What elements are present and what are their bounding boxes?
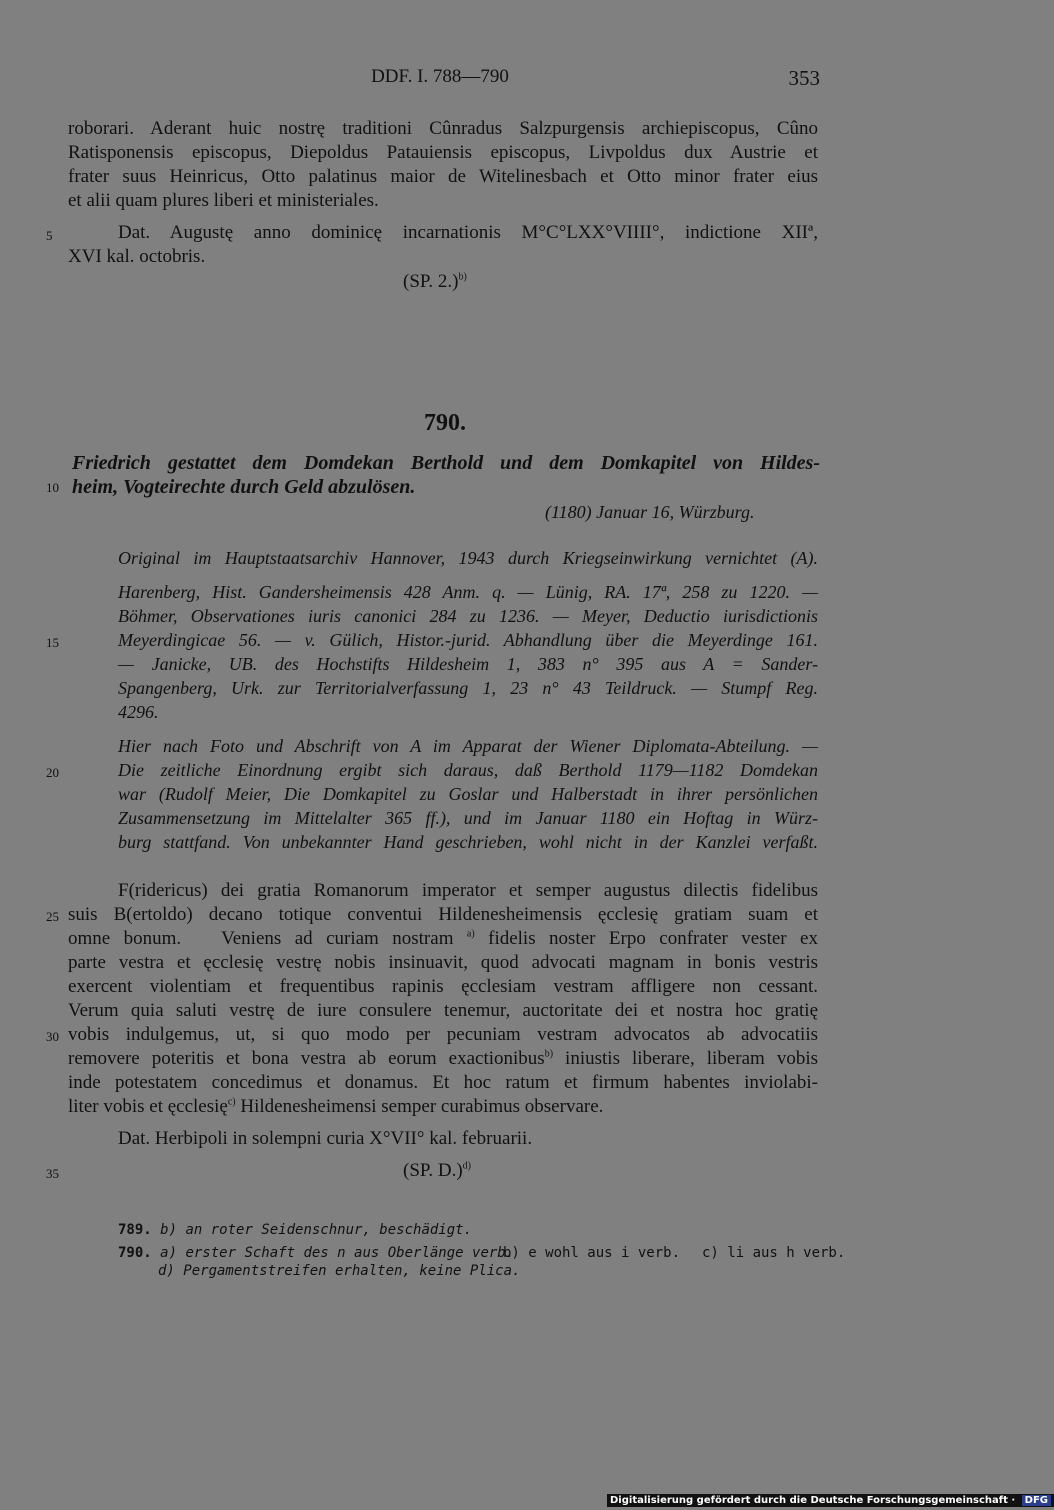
commentary-line: Hier nach Foto und Abschrift von A im Apparat der Wiener Diplomata-Abteilung. — — [118, 736, 818, 756]
text-line: suis B(ertoldo) decano totique conventui Hildenesheimensis ęcclesię gratiam suam et — [68, 904, 818, 925]
prev-dating-cont: XVI kal. octobris. — [68, 246, 206, 267]
text-line — [68, 928, 818, 950]
footnote-text: b) an roter Seidenschnur, beschädigt. — [160, 1222, 473, 1238]
commentary-line: Die zeitliche Einordnung ergibt sich daraus, daß Berthold 1179—1182 Domdekan — [118, 760, 818, 780]
text-segment: Hildenesheimensi semper curabimus observare. — [235, 1096, 604, 1117]
regest-line: heim, Vogteirechte durch Geld abzulösen. — [72, 476, 416, 498]
text-line: vobis indulgemus, ut, si quo modo per pecuniam vestram advocatos ab advocatiis — [68, 1024, 818, 1045]
text-line — [68, 1048, 818, 1070]
prev-text-line: et alii quam plures liberi et ministeriales. — [68, 190, 379, 211]
line-number: 35 — [46, 1166, 59, 1181]
commentary-line: war (Rudolf Meier, Die Domkapitel zu Goslar und Halberstadt in ihrer persönlichen — [118, 784, 818, 804]
document-number: 790. — [424, 410, 466, 436]
footnote-790-c: c) li aus h verb. — [702, 1245, 846, 1261]
editions-line: — Janicke, UB. des Hochstifts Hildesheim 1, 383 n° 395 aus A = Sander- — [118, 654, 818, 674]
text-segment: fidelis noster Erpo confrater vester ex — [474, 928, 818, 949]
text-line: exercent violentiam et frequentibus rapinis ęcclesiam vestram affligere non cessant. — [68, 976, 818, 997]
footnote-label: 790. — [118, 1245, 152, 1261]
footnote-790-d — [158, 1263, 520, 1279]
text-line — [68, 1096, 603, 1118]
editions-line: Böhmer, Observationes iuris canonici 284 zu 1236. — Meyer, Deductio iurisdictionis — [118, 606, 818, 626]
regest-line: Friedrich gestattet dem Domdekan Berthold und dem Domkapitel von Hildes- — [72, 452, 820, 474]
text-segment: iniustis liberare, liberam vobis — [553, 1048, 818, 1069]
footnote-marker: d) — [462, 1160, 471, 1172]
seal-note — [403, 1160, 471, 1182]
seal-text: (SP. D.) — [403, 1160, 463, 1181]
funding-footer: Digitalisierung gefördert durch die Deutsche Forschungsgemeinschaft · DFG — [607, 1494, 1054, 1507]
prev-text-line: Ratisponensis episcopus, Diepoldus Patauiensis episcopus, Livpoldus dux Austrie et — [68, 142, 818, 163]
footnote-label: 789. — [118, 1222, 152, 1238]
footnote-text: d) Pergamentstreifen erhalten, keine Plica. — [158, 1263, 521, 1279]
line-number: 20 — [46, 765, 59, 780]
commentary-line: burg stattfand. Von unbekannter Hand geschrieben, wohl nicht in der Kanzlei verfaßt. — [118, 832, 818, 852]
footnote-marker: a) — [466, 928, 475, 940]
text-segment: omne bonum. Veniens ad curiam nostram — [68, 928, 467, 949]
seal-text: (SP. 2.) — [403, 271, 459, 292]
line-number: 15 — [46, 635, 59, 650]
line-number: 25 — [46, 909, 59, 924]
original-note: Original im Hauptstaatsarchiv Hannover, 1943 durch Kriegseinwirkung vernichtet (A). — [118, 548, 818, 568]
prev-dating: Dat. Augustę anno dominicę incarnationis M°C°LXX°VIIII°, indictione XIIª, — [118, 222, 818, 243]
footnote-790-b: b) e wohl aus i verb. — [503, 1245, 681, 1261]
editions-line: Harenberg, Hist. Gandersheimensis 428 Anm. q. — Lünig, RA. 17ª, 258 zu 1220. — — [118, 582, 818, 602]
footnote-marker: c) — [227, 1096, 236, 1108]
editions-line: 4296. — [118, 702, 159, 722]
dating-clause: Dat. Herbipoli in solempni curia X°VII° kal. februarii. — [118, 1128, 533, 1149]
line-number: 30 — [46, 1029, 59, 1044]
prev-text-line: frater suus Heinricus, Otto palatinus maior de Witelinesbach et Otto minor frater eius — [68, 166, 818, 187]
page-number: 353 — [788, 66, 820, 90]
date-place: (1180) Januar 16, Würzburg. — [545, 502, 755, 522]
footnote-marker: b) — [458, 271, 467, 283]
text-line: F(ridericus) dei gratia Romanorum imperator et semper augustus dilectis fidelibus — [118, 880, 818, 901]
prev-text-line: roborari. Aderant huic nostrę traditioni Cûnradus Salzpurgensis archiepiscopus, Cûno — [68, 118, 818, 139]
footnote-790-a — [118, 1245, 514, 1261]
footnote-marker: b) — [544, 1048, 554, 1060]
footnote-text: a) erster Schaft des n aus Oberlänge verb. — [160, 1245, 515, 1261]
text-segment: removere poteritis et bona vestra ab eorum exactionibus — [68, 1048, 545, 1069]
line-number: 10 — [46, 480, 59, 495]
text-line: Verum quia saluti vestrę de iure consulere tenemur, auctoritate dei et nostra hoc gratię — [68, 1000, 818, 1021]
editions-line: Spangenberg, Urk. zur Territorialverfassung 1, 23 n° 43 Teildruck. — Stumpf Reg. — [118, 678, 818, 698]
editions-line: Meyerdingicae 56. — v. Gülich, Histor.-jurid. Abhandlung über die Meyerdinge 161. — [118, 630, 818, 650]
dfg-logo: DFG — [1022, 1495, 1051, 1506]
text-line: inde potestatem concedimus et donamus. Et hoc ratum et firmum habentes inviolabi- — [68, 1072, 818, 1093]
text-segment: liter vobis et ęcclesię — [68, 1096, 228, 1117]
text-line: parte vestra et ęcclesię vestrę nobis insinuavit, quod advocati magnam in bonis vestris — [68, 952, 818, 973]
commentary-line: Zusammensetzung im Mittelalter 365 ff.), und im Januar 1180 ein Hoftag in Würz- — [118, 808, 818, 828]
running-header: DDF. I. 788—790 — [371, 66, 509, 87]
line-number: 5 — [46, 228, 53, 243]
footnote-789 — [118, 1222, 472, 1238]
prev-seal-note — [403, 271, 467, 293]
footer-text: Digitalisierung gefördert durch die Deutsche Forschungsgemeinschaft — [610, 1495, 1008, 1506]
